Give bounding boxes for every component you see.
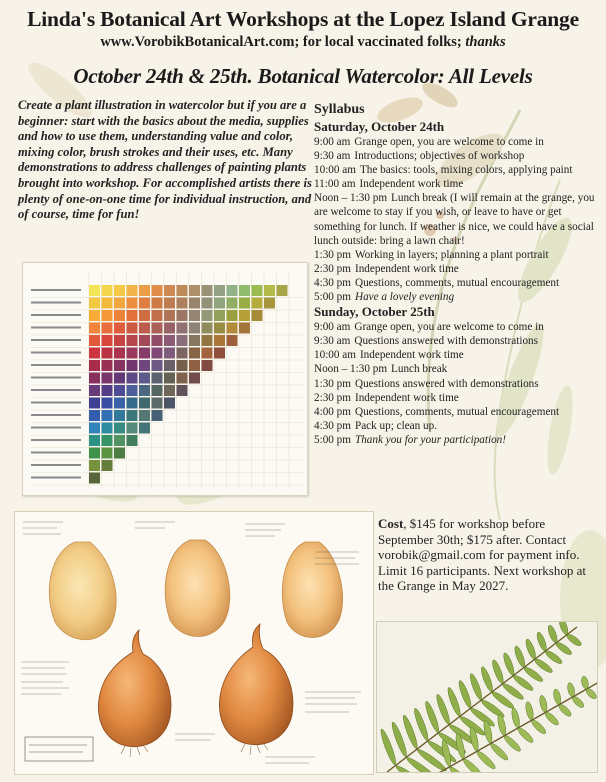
color-swatch	[202, 335, 213, 346]
color-swatch	[127, 373, 138, 384]
color-swatch	[114, 410, 125, 421]
schedule-item	[314, 276, 602, 290]
color-swatch	[189, 285, 200, 296]
color-swatch	[152, 373, 163, 384]
schedule-desc: The basics: tools, mixing colors, applying paint	[359, 164, 573, 177]
schedule-time: 9:30 am	[314, 335, 351, 348]
color-swatch	[102, 285, 113, 296]
intro-paragraph: Create a plant illustration in watercolor but if you are a beginner: start with the basics about the media, supplies and how to use them, understanding value and color, mixing color, brush strokes and their uses, etc. Many demonstrations to address challenges of painting plants brought into workshop. For accomplished artists there is plenty of one-on-one time for individual instruction, and of course, time for fun!	[18, 98, 312, 222]
color-swatch	[127, 310, 138, 321]
schedule-desc: Thank you for your participation!	[354, 433, 507, 446]
color-swatch	[227, 323, 238, 334]
schedule-item	[314, 135, 602, 149]
schedule-desc: Grange open, you are welcome to come in	[354, 136, 544, 148]
schedule-time: 4:00 pm	[314, 405, 351, 418]
color-swatch	[127, 410, 138, 421]
color-swatch	[102, 448, 113, 459]
color-swatch	[164, 373, 175, 384]
schedule-desc: Pack up; clean up.	[354, 419, 438, 432]
color-swatch	[89, 448, 100, 459]
color-swatch	[114, 285, 125, 296]
color-swatch	[152, 335, 163, 346]
schedule-desc: Questions, comments, mutual encouragement	[354, 276, 560, 289]
color-swatch	[177, 298, 188, 309]
sunday-heading: Sunday, October 25th	[314, 304, 435, 320]
color-swatch	[102, 323, 113, 334]
color-swatch	[214, 310, 225, 321]
color-swatch	[277, 285, 288, 296]
color-swatch	[89, 473, 100, 484]
color-chart-graphic	[23, 263, 308, 496]
color-swatch	[89, 423, 100, 434]
chart-row-label	[31, 389, 81, 391]
color-swatch	[177, 348, 188, 359]
color-swatch	[177, 360, 188, 371]
schedule-item	[314, 433, 602, 447]
schedule-desc: Questions answered with demonstrations	[354, 377, 539, 390]
chart-row-label	[31, 352, 81, 354]
color-swatch	[139, 385, 150, 396]
color-swatch	[239, 323, 250, 334]
schedule-time: Noon – 1:30 pm	[314, 192, 388, 205]
color-swatch	[127, 323, 138, 334]
schedule-desc: Lunch break	[391, 363, 448, 376]
color-swatch	[177, 385, 188, 396]
saturday-schedule	[314, 135, 602, 304]
color-swatch	[164, 298, 175, 309]
event-headline: October 24th & 25th. Botanical Watercolor: All Levels	[73, 64, 533, 88]
color-swatch	[264, 298, 275, 309]
chart-row-label	[31, 414, 81, 416]
color-swatch	[152, 298, 163, 309]
color-swatch	[114, 348, 125, 359]
schedule-item	[314, 290, 602, 304]
color-swatch	[152, 398, 163, 409]
color-swatch	[89, 323, 100, 334]
color-swatch	[139, 360, 150, 371]
color-swatch	[102, 435, 113, 446]
color-swatch	[102, 385, 113, 396]
color-swatch	[127, 385, 138, 396]
chart-row-label	[31, 314, 81, 316]
color-swatch	[114, 310, 125, 321]
schedule-item	[314, 320, 602, 334]
schedule-desc: Grange open, you are welcome to come in	[354, 321, 544, 334]
color-swatch	[189, 348, 200, 359]
color-swatch	[177, 310, 188, 321]
chart-row-label	[31, 302, 81, 304]
color-swatch	[127, 423, 138, 434]
color-swatch	[102, 460, 113, 471]
color-swatch	[114, 385, 125, 396]
color-swatch	[139, 423, 150, 434]
cost-info	[378, 516, 602, 594]
thanks-text: thanks	[465, 34, 506, 50]
schedule-time: 1:30 pm	[314, 248, 351, 261]
color-swatch	[89, 298, 100, 309]
schedule-item	[314, 405, 602, 419]
color-swatch	[164, 285, 175, 296]
color-swatch	[89, 335, 100, 346]
color-swatch	[114, 323, 125, 334]
color-swatch	[152, 310, 163, 321]
color-swatch	[152, 348, 163, 359]
chart-row-label	[31, 289, 81, 291]
schedule-time: 4:30 pm	[314, 419, 351, 432]
color-swatch	[89, 435, 100, 446]
color-swatch	[214, 335, 225, 346]
schedule-item	[314, 348, 602, 362]
color-swatch	[127, 335, 138, 346]
schedule-desc: Introductions; objectives of workshop	[354, 150, 525, 163]
color-swatch	[202, 285, 213, 296]
sunday-schedule	[314, 320, 602, 447]
schedule-item	[314, 419, 602, 433]
color-swatch	[114, 435, 125, 446]
color-swatch	[139, 410, 150, 421]
color-swatch	[177, 373, 188, 384]
schedule-time: 9:30 am	[314, 150, 351, 163]
schedule-item	[314, 362, 602, 376]
color-swatch	[189, 335, 200, 346]
color-swatch	[114, 448, 125, 459]
color-swatch	[89, 410, 100, 421]
color-swatch	[102, 298, 113, 309]
chart-row-label	[31, 464, 81, 466]
color-swatch	[102, 348, 113, 359]
color-swatch	[177, 323, 188, 334]
schedule-time: 2:30 pm	[314, 391, 351, 404]
schedule-item	[314, 248, 602, 262]
color-swatch	[189, 373, 200, 384]
color-swatch	[227, 298, 238, 309]
schedule-time: 10:00 am	[314, 164, 356, 177]
color-swatch	[89, 285, 100, 296]
schedule-item	[314, 334, 602, 348]
tulip-bulb-image	[14, 511, 374, 775]
chart-row-label	[31, 452, 81, 454]
color-swatch	[139, 298, 150, 309]
color-swatch	[102, 423, 113, 434]
color-swatch	[89, 373, 100, 384]
color-swatch	[102, 335, 113, 346]
page-title: Linda's Botanical Art Workshops at the Lopez Island Grange	[27, 7, 579, 31]
schedule-desc: Independent work time	[354, 391, 459, 404]
chart-row-label	[31, 477, 81, 479]
color-swatch	[252, 310, 263, 321]
color-swatch	[127, 285, 138, 296]
color-swatch	[239, 298, 250, 309]
schedule-desc: Independent work time	[354, 262, 459, 275]
schedule-time: 10:00 am	[314, 349, 356, 362]
schedule-item	[314, 391, 602, 405]
saturday-heading: Saturday, October 24th	[314, 119, 445, 134]
color-swatch	[127, 348, 138, 359]
cost-text: , $145 for workshop before September 30th; $175 after. Contact vorobik@gmail.com for payment info. Limit 16 participants. Next workshop at the Grange in May 2027.	[378, 516, 586, 594]
color-swatch	[177, 335, 188, 346]
color-swatch	[227, 335, 238, 346]
color-swatch	[189, 310, 200, 321]
syllabus-title: Syllabus	[314, 102, 365, 117]
color-swatch	[114, 335, 125, 346]
schedule-time: 5:00 pm	[314, 433, 351, 446]
color-swatch	[102, 310, 113, 321]
chart-row-label	[31, 427, 81, 429]
color-swatch	[102, 410, 113, 421]
fern-image	[376, 621, 598, 773]
color-swatch	[152, 360, 163, 371]
color-swatch	[164, 348, 175, 359]
color-swatch	[264, 285, 275, 296]
color-swatch	[189, 360, 200, 371]
color-swatch	[127, 298, 138, 309]
color-swatch	[89, 398, 100, 409]
chart-row-label	[31, 377, 81, 379]
color-swatch	[114, 373, 125, 384]
color-swatch	[164, 385, 175, 396]
chart-row-label	[31, 327, 81, 329]
schedule-item	[314, 262, 602, 276]
chart-row-label	[31, 402, 81, 404]
color-swatch	[227, 285, 238, 296]
website-text: www.VorobikBotanicalArt.com; for local vaccinated folks;	[100, 34, 462, 50]
color-swatch	[139, 398, 150, 409]
color-swatch	[114, 298, 125, 309]
color-swatch	[102, 373, 113, 384]
color-swatch	[89, 385, 100, 396]
color-swatch	[139, 335, 150, 346]
color-swatch	[202, 323, 213, 334]
color-swatch	[127, 360, 138, 371]
schedule-time: 4:30 pm	[314, 276, 351, 289]
schedule-time: 9:00 am	[314, 136, 351, 148]
schedule-item	[314, 149, 602, 163]
color-swatch	[164, 323, 175, 334]
color-swatch	[239, 285, 250, 296]
color-swatch	[202, 348, 213, 359]
color-swatch	[214, 285, 225, 296]
color-swatch	[139, 373, 150, 384]
color-swatch	[152, 410, 163, 421]
schedule-time: 1:30 pm	[314, 377, 351, 390]
color-swatch	[202, 310, 213, 321]
color-swatch	[89, 460, 100, 471]
color-swatch	[139, 348, 150, 359]
cost-label: Cost	[378, 516, 404, 531]
website-line	[0, 33, 606, 51]
schedule-item	[314, 191, 602, 247]
schedule-item	[314, 163, 602, 177]
color-swatch	[139, 323, 150, 334]
color-swatch	[164, 335, 175, 346]
color-swatch	[102, 360, 113, 371]
color-swatch	[139, 285, 150, 296]
color-swatch	[252, 298, 263, 309]
schedule-time: 5:00 pm	[314, 291, 351, 304]
schedule-desc: Lunch break (I will remain at the grange, you are welcome to stay if you wish, or leave to have or get something for lunch. If weather is nice, we could have a social lunch outside: bring a lawn chair!	[314, 192, 595, 247]
color-swatch	[89, 348, 100, 359]
color-swatch	[152, 385, 163, 396]
schedule-desc: Questions answered with demonstrations	[354, 335, 538, 348]
schedule-desc: Independent work time	[359, 349, 464, 362]
color-swatch	[164, 360, 175, 371]
color-swatch	[239, 310, 250, 321]
color-chart-image	[22, 262, 308, 496]
schedule-time: Noon – 1:30 pm	[314, 363, 388, 376]
syllabus	[314, 101, 602, 447]
color-swatch	[202, 360, 213, 371]
color-swatch	[164, 310, 175, 321]
color-swatch	[189, 298, 200, 309]
color-swatch	[152, 285, 163, 296]
color-swatch	[89, 360, 100, 371]
color-swatch	[227, 310, 238, 321]
color-swatch	[202, 298, 213, 309]
chart-row-label	[31, 339, 81, 341]
color-swatch	[127, 398, 138, 409]
tulip-bulb-graphic	[15, 512, 374, 775]
schedule-time: 2:30 pm	[314, 262, 351, 275]
color-swatch	[252, 285, 263, 296]
color-swatch	[139, 310, 150, 321]
schedule-time: 9:00 am	[314, 321, 351, 334]
schedule-desc: Questions, comments, mutual encouragement	[354, 405, 560, 418]
schedule-desc: Working in layers; planning a plant portrait	[354, 248, 549, 261]
schedule-desc: Independent work time	[359, 178, 464, 191]
fern-graphic	[377, 622, 598, 773]
color-swatch	[114, 423, 125, 434]
chart-row-label	[31, 364, 81, 366]
color-swatch	[152, 323, 163, 334]
color-swatch	[214, 348, 225, 359]
color-swatch	[127, 435, 138, 446]
color-swatch	[102, 398, 113, 409]
color-swatch	[189, 323, 200, 334]
color-swatch	[214, 323, 225, 334]
header	[0, 6, 606, 51]
color-swatch	[89, 310, 100, 321]
color-swatch	[164, 398, 175, 409]
chart-row-label	[31, 439, 81, 441]
schedule-item	[314, 377, 602, 391]
color-swatch	[214, 298, 225, 309]
color-swatch	[177, 285, 188, 296]
schedule-item	[314, 177, 602, 191]
color-swatch	[114, 360, 125, 371]
schedule-desc: Have a lovely evening	[354, 291, 455, 304]
color-swatch	[114, 398, 125, 409]
schedule-time: 11:00 am	[314, 178, 356, 191]
